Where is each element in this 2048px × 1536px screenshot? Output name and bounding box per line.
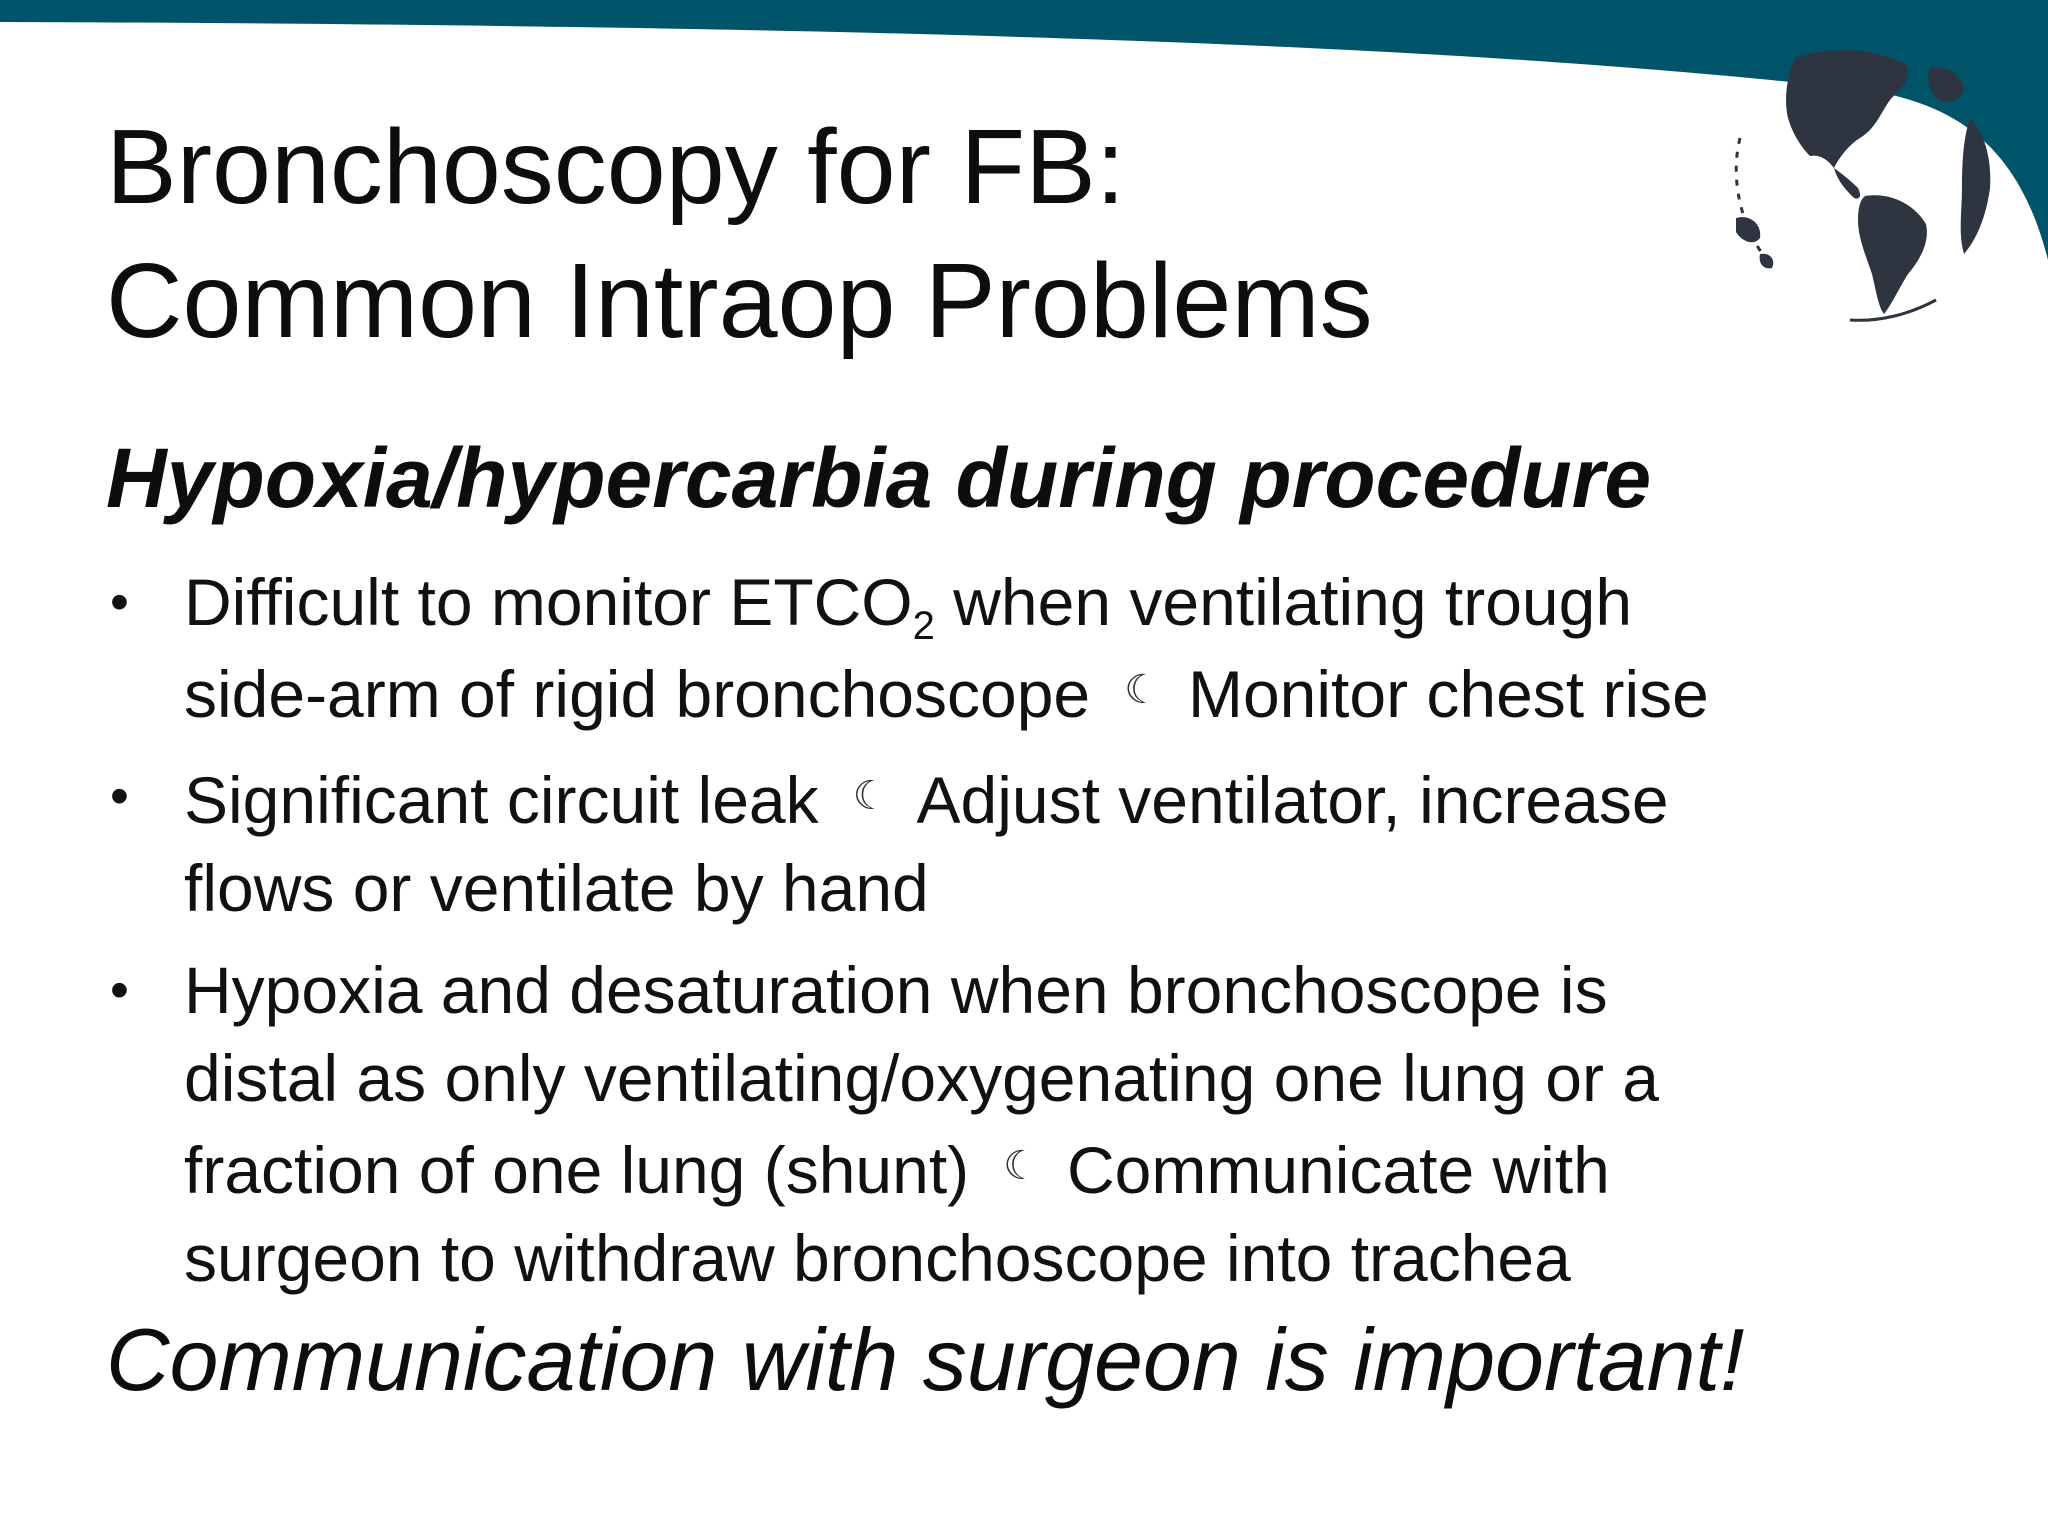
globe-icon bbox=[1700, 28, 2000, 328]
bullet-item-3 bbox=[106, 946, 2006, 1302]
bullet-marker: • bbox=[110, 766, 129, 826]
bullet-2-line-2: flows or ventilate by hand bbox=[184, 851, 929, 925]
bullet-3-line-2: distal as only ventilating/oxygenating one lung or a bbox=[184, 1041, 1659, 1115]
title-line-1: Bronchoscopy for FB: bbox=[106, 108, 1126, 226]
arrow-icon: ☾ bbox=[852, 774, 889, 818]
section-heading: Hypoxia/hypercarbia during procedure bbox=[106, 431, 1652, 525]
bullet-1-text-c: side-arm of rigid bronchoscope bbox=[184, 657, 1091, 731]
bullet-marker: • bbox=[110, 572, 129, 632]
bullet-1-line-2 bbox=[184, 646, 2006, 738]
bullet-1-text-a: Difficult to monitor ETCO bbox=[184, 565, 913, 639]
bullet-2-line-1 bbox=[184, 752, 2006, 844]
bullet-item-1 bbox=[106, 558, 2006, 738]
bullet-1-line-1 bbox=[184, 558, 2006, 646]
arrow-icon: ☾ bbox=[1003, 1144, 1039, 1188]
conclusion-text: Communication with surgeon is important! bbox=[106, 1310, 1745, 1409]
bullet-3-text-a: fraction of one lung (shunt) bbox=[184, 1133, 970, 1207]
bullet-2-text-b: Adjust ventilator, increase bbox=[916, 763, 1669, 837]
slide-title bbox=[106, 100, 1373, 368]
bullet-2-text-a: Significant circuit leak bbox=[184, 763, 819, 837]
subscript-2: 2 bbox=[912, 604, 935, 648]
bullet-3-text-b: Communicate with bbox=[1067, 1133, 1610, 1207]
bullet-list bbox=[106, 558, 2006, 1316]
bullet-marker: • bbox=[110, 960, 129, 1020]
bullet-3-line-4: surgeon to withdraw bronchoscope into trachea bbox=[184, 1221, 1571, 1295]
arrow-icon: ☾ bbox=[1124, 668, 1160, 712]
bullet-3-line-1: Hypoxia and desaturation when bronchoscope is bbox=[184, 953, 1608, 1027]
bullet-item-2 bbox=[106, 752, 2006, 932]
bullet-3-line-3 bbox=[184, 1122, 2006, 1214]
bullet-1-text-b: when ventilating trough bbox=[934, 565, 1633, 639]
bullet-1-text-d: Monitor chest rise bbox=[1187, 657, 1709, 731]
title-line-2: Common Intraop Problems bbox=[106, 242, 1373, 360]
